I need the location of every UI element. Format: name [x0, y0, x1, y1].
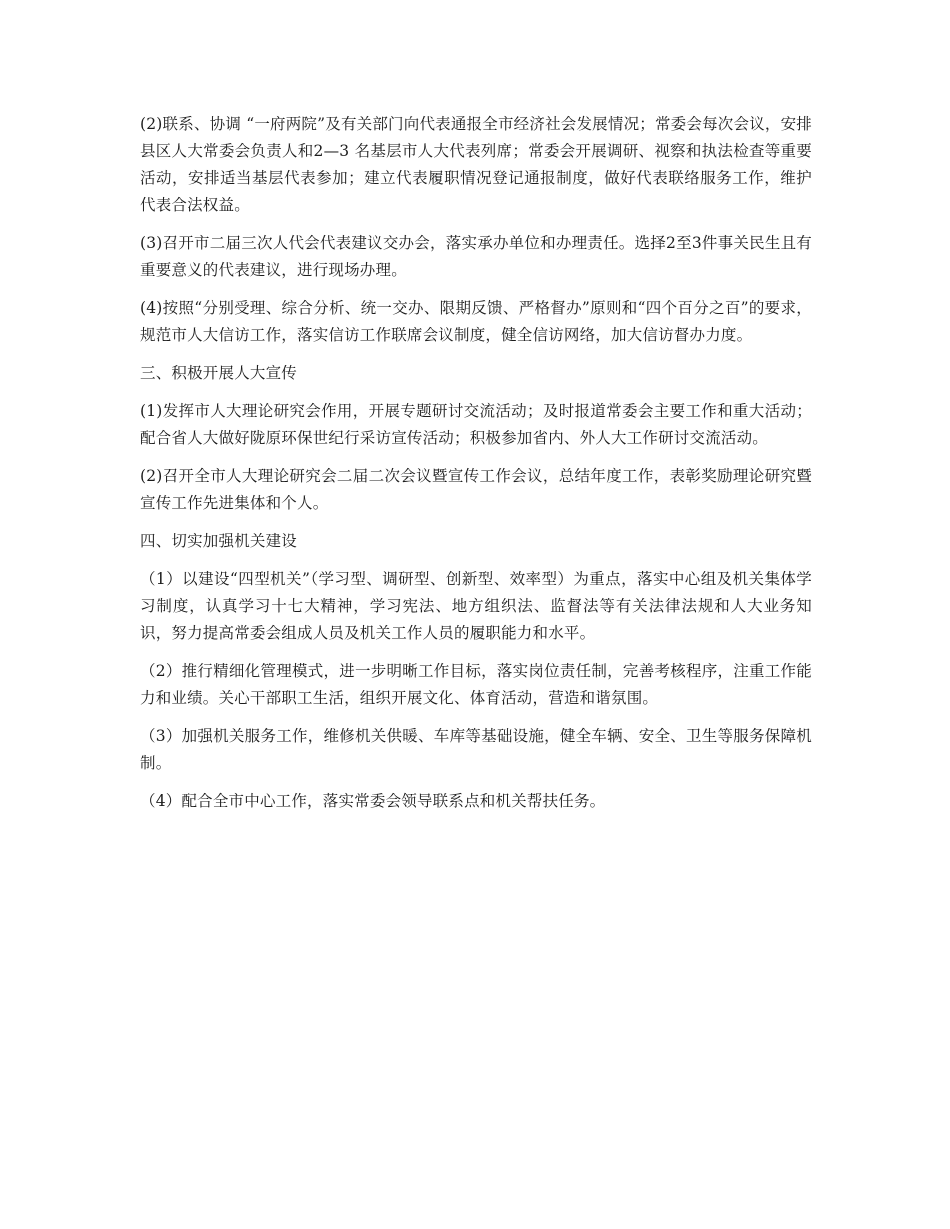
paragraph-research-meeting: (2)召开全市人大理论研究会二届二次会议暨宣传工作会议，总结年度工作，表彰奖励理论研究暨宣传工作先进集体和个人。 [140, 467, 812, 512]
paragraph-central-work: （4）配合全市中心工作，落实常委会领导联系点和机关帮扶任务。 [140, 792, 606, 810]
paragraph-refined-management: （2）推行精细化管理模式，进一步明晰工作目标，落实岗位责任制，完善考核程序，注重工作能力和业绩。关心干部职工生活，组织开展文化、体育活动，营造和谐氛围。 [140, 662, 812, 707]
section-heading-organ-building: 四、切实加强机关建设 [140, 532, 298, 550]
paragraph-petition-work: (4)按照“分别受理、综合分析、统一交办、限期反馈、严格督办”原则和“四个百分之百”的要求，规范市人大信访工作，落实信访工作联席会议制度，健全信访网络，加大信访督办力度。 [140, 299, 812, 344]
paragraph-four-type-organ: （1）以建设“四型机关”（学习型、调研型、创新型、效率型）为重点，落实中心组及机关集体学习制度，认真学习十七大精神，学习宪法、地方组织法、监督法等有关法律法规和人大业务知识，努力提高常委会组成人员及机关工作人员的履职能力和水平。 [140, 570, 812, 642]
paragraph-contact-coordination: (2)联系、协调 “一府两院”及有关部门向代表通报全市经济社会发展情况；常委会每次会议，安排县区人大常委会负责人和2—3 名基层市人大代表列席；常委会开展调研、视察和执法检查等重要活动，安排适当基层代表参加；建立代表履职情况登记通报制度，做好代表联络服务工作，维护代表合法权益。 [140, 115, 812, 214]
document-body [140, 111, 812, 826]
section-heading-publicity: 三、积极开展人大宣传 [140, 364, 298, 382]
paragraph-proposal-assignment: (3)召开市二届三次人代会代表建议交办会，落实承办单位和办理责任。选择2至3件事关民生且有重要意义的代表建议，进行现场办理。 [140, 234, 812, 279]
paragraph-theory-research: (1)发挥市人大理论研究会作用，开展专题研讨交流活动；及时报道常委会主要工作和重大活动；配合省人大做好陇原环保世纪行采访宣传活动；积极参加省内、外人大工作研讨交流活动。 [140, 402, 812, 447]
paragraph-service-work: （3）加强机关服务工作，维修机关供暖、车库等基础设施，健全车辆、安全、卫生等服务保障机制。 [140, 727, 812, 772]
